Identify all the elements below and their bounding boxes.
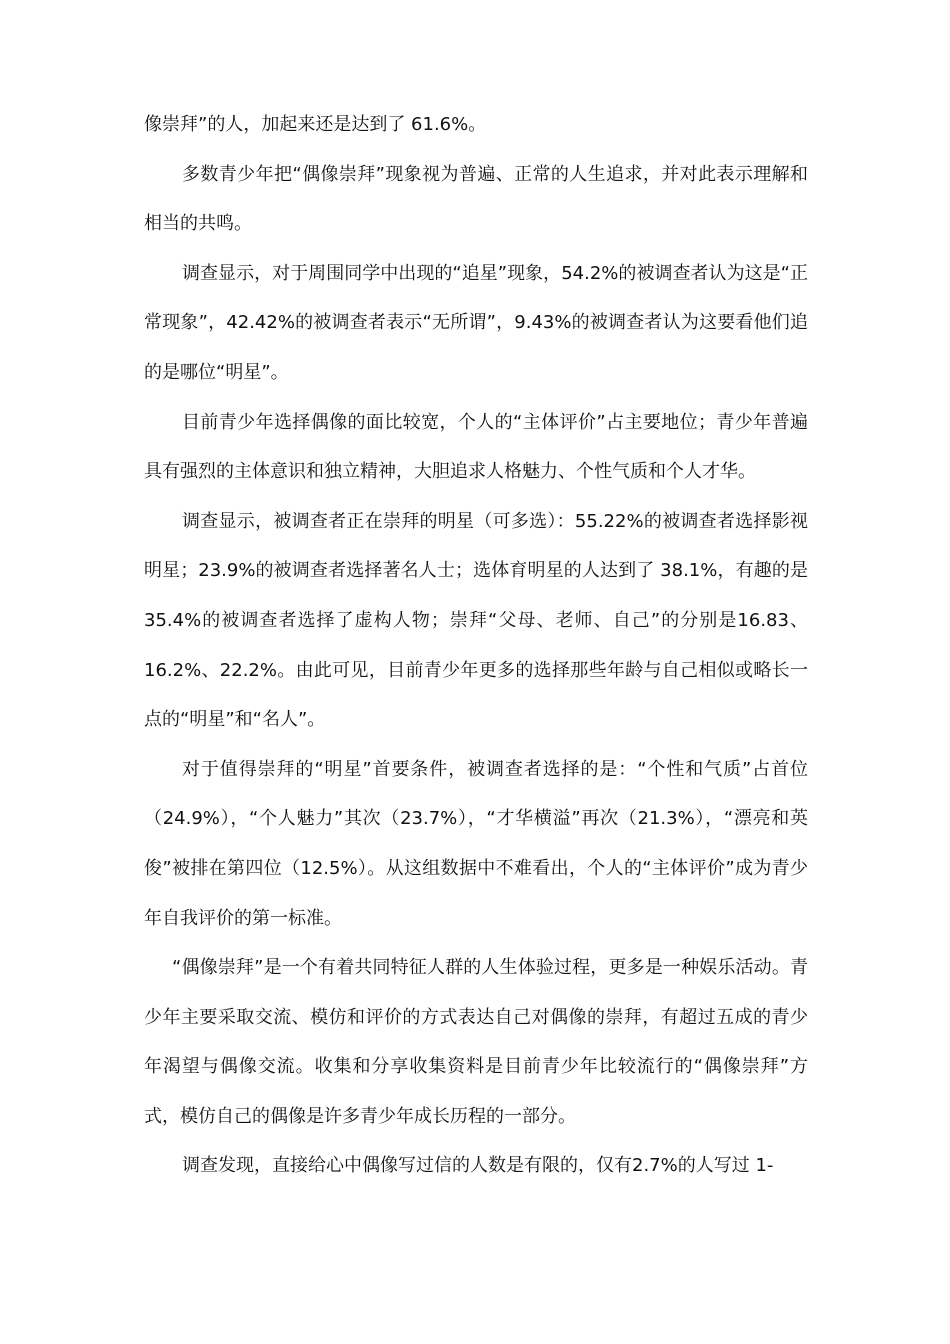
paragraph-idol-choice: 目前青少年选择偶像的面比较宽，个人的“主体评价”占主要地位；青少年普遍具有强烈的主体意识和独立精神，大胆追求人格魅力、个性气质和个人才华。 (144, 411, 808, 483)
paragraph-idol-criteria: 对于值得崇拜的“明星”首要条件，被调查者选择的是：“个性和气质”占首位（24.9%），“个人魅力”其次（23.7%），“才华横溢”再次（21.3%），“漂亮和英俊”被排在第四位（12.5%）。从这组数据中不难看出，个人的“主体评价”成为青少年自我评价的第一标准。 (144, 758, 808, 929)
paragraph-continuation: 像崇拜”的人，加起来还是达到了 61.6%。 (144, 114, 487, 135)
document-body (144, 100, 808, 1191)
paragraph-common-view: 多数青少年把“偶像崇拜”现象视为普遍、正常的人生追求，并对此表示理解和相当的共鸣。 (144, 163, 808, 235)
paragraph-idol-categories: 调查显示，被调查者正在崇拜的明星（可多选）：55.22%的被调查者选择影视明星；23.9%的被调查者选择著名人士；选体育明星的人达到了 38.1%，有趣的是 35.4%的被调查者选择了虚构人物；崇拜“父母、老师、自己”的分别是16.83、16.2%、22.2%。由此可见，目前青少年更多的选择那些年龄与自己相似或略长一点的“明星”和“名人”。 (144, 510, 808, 731)
paragraph-idol-worship-process: “偶像崇拜”是一个有着共同特征人群的人生体验过程，更多是一种娱乐活动。青少年主要采取交流、模仿和评价的方式表达自己对偶像的崇拜，有超过五成的青少年渴望与偶像交流。收集和分享收集资料是目前青少年比较流行的“偶像崇拜”方式，模仿自己的偶像是许多青少年成长历程的一部分。 (144, 957, 808, 1127)
paragraph-letter-writing: 调查发现，直接给心中偶像写过信的人数是有限的，仅有2.7%的人写过 1- (182, 1155, 774, 1177)
paragraph-star-chasing-survey: 调查显示，对于周围同学中出现的“追星”现象，54.2%的被调查者认为这是“正常现象”，42.42%的被调查者表示“无所谓”，9.43%的被调查者认为这要看他们追的是哪位“明星”。 (144, 262, 808, 383)
